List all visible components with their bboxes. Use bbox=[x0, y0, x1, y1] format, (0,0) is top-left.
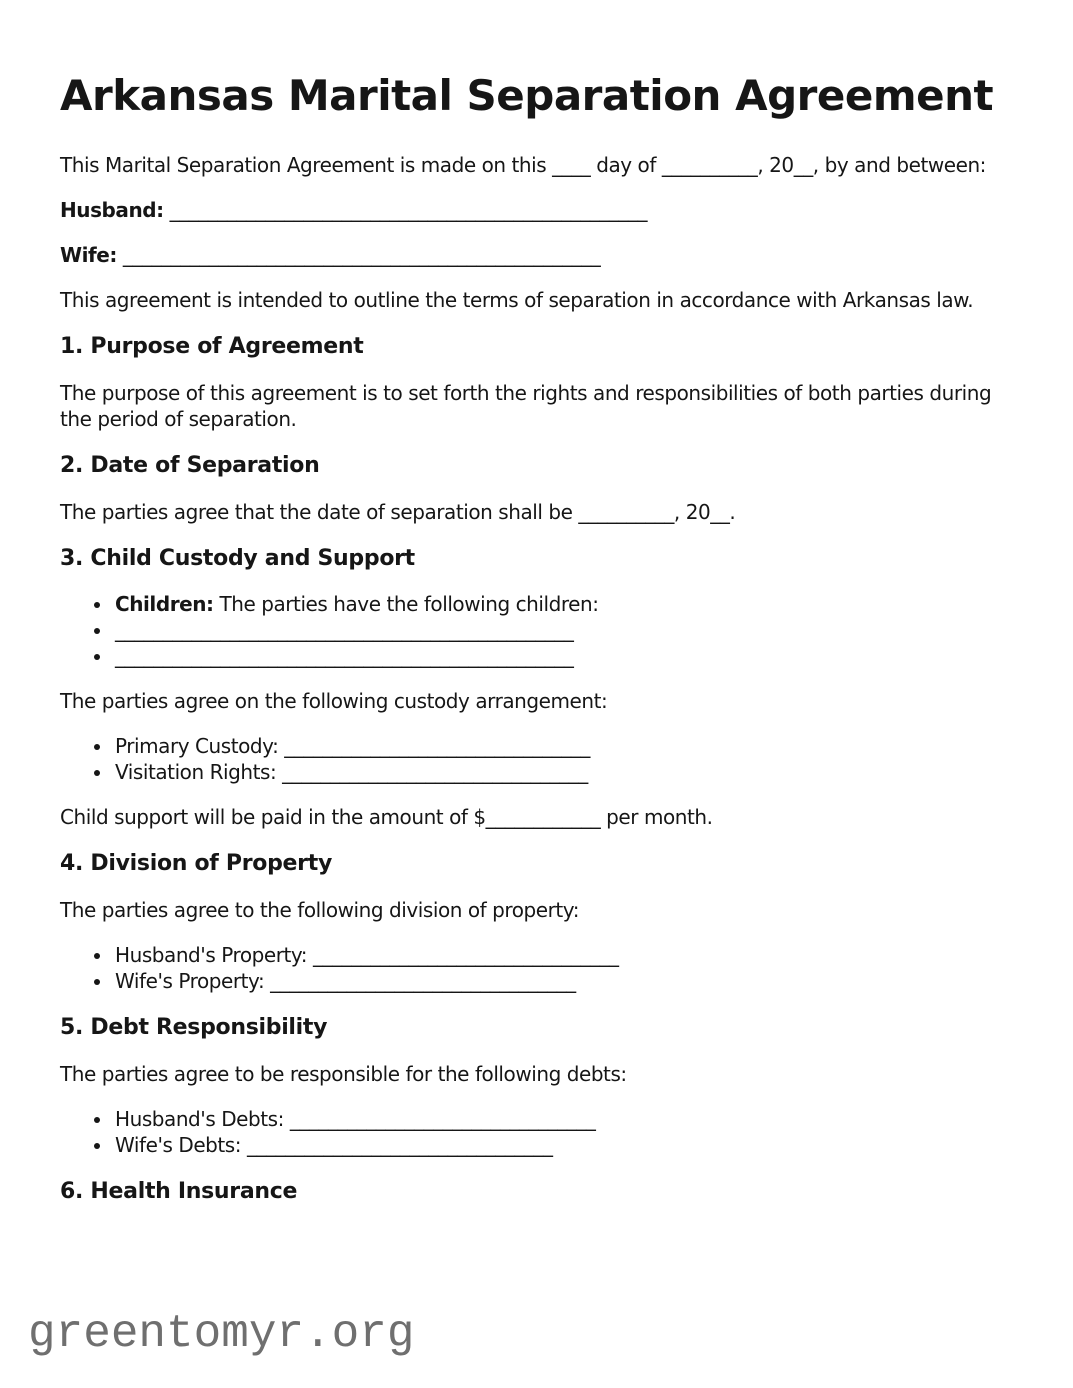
wife-blank: __________________________________________________ bbox=[122, 243, 601, 267]
children-label: Children: bbox=[115, 592, 214, 616]
watermark-text: greentomyr.org bbox=[28, 1308, 415, 1360]
section-1-heading: 1. Purpose of Agreement bbox=[60, 334, 364, 359]
child-blank-line-2: • ________________________________________________ bbox=[113, 643, 1017, 669]
children-bullet bbox=[113, 591, 1017, 617]
husband-line bbox=[60, 197, 1017, 223]
section-4-heading: 4. Division of Property bbox=[60, 851, 332, 876]
child-blank-line-1: • ________________________________________________ bbox=[113, 617, 1017, 643]
section-5-heading: 5. Debt Responsibility bbox=[60, 1015, 328, 1040]
husband-blank: __________________________________________________ bbox=[169, 198, 648, 222]
document-title: Arkansas Marital Separation Agreement bbox=[60, 71, 994, 120]
section-2-heading: 2. Date of Separation bbox=[60, 453, 320, 478]
child-support-line: Child support will be paid in the amount of $____________ per month. bbox=[60, 805, 713, 829]
debts-intro: The parties agree to be responsible for the following debts: bbox=[60, 1062, 627, 1086]
section-2-body: The parties agree that the date of separation shall be __________, 20__. bbox=[60, 500, 736, 524]
wife-debts-item: • Wife's Debts: ________________________________ bbox=[113, 1132, 1017, 1158]
property-list bbox=[60, 942, 1017, 994]
section-1-body: The purpose of this agreement is to set forth the rights and responsibilities of both parties during the period of separation. bbox=[60, 381, 992, 431]
husband-debts-item: • Husband's Debts: ________________________________ bbox=[113, 1106, 1017, 1132]
primary-custody-item: • Primary Custody: ________________________________ bbox=[113, 733, 1017, 759]
wife-line bbox=[60, 242, 1017, 268]
accordance-paragraph: This agreement is intended to outline the terms of separation in accordance with Arkansas law. bbox=[60, 288, 974, 312]
intro-paragraph: This Marital Separation Agreement is made on this ____ day of __________, 20__, by and between: bbox=[60, 153, 986, 177]
husband-property-item: • Husband's Property: ________________________________ bbox=[113, 942, 1017, 968]
section-6-heading: 6. Health Insurance bbox=[60, 1179, 298, 1204]
section-3-heading: 3. Child Custody and Support bbox=[60, 546, 415, 571]
children-list bbox=[60, 591, 1017, 669]
husband-label: Husband: bbox=[60, 198, 164, 222]
wife-label: Wife: bbox=[60, 243, 117, 267]
custody-list bbox=[60, 733, 1017, 785]
visitation-rights-item: • Visitation Rights: ________________________________ bbox=[113, 759, 1017, 785]
property-intro: The parties agree to the following division of property: bbox=[60, 898, 580, 922]
custody-intro: The parties agree on the following custody arrangement: bbox=[60, 689, 608, 713]
debts-list bbox=[60, 1106, 1017, 1158]
wife-property-item: • Wife's Property: ________________________________ bbox=[113, 968, 1017, 994]
children-text: The parties have the following children: bbox=[213, 592, 599, 616]
